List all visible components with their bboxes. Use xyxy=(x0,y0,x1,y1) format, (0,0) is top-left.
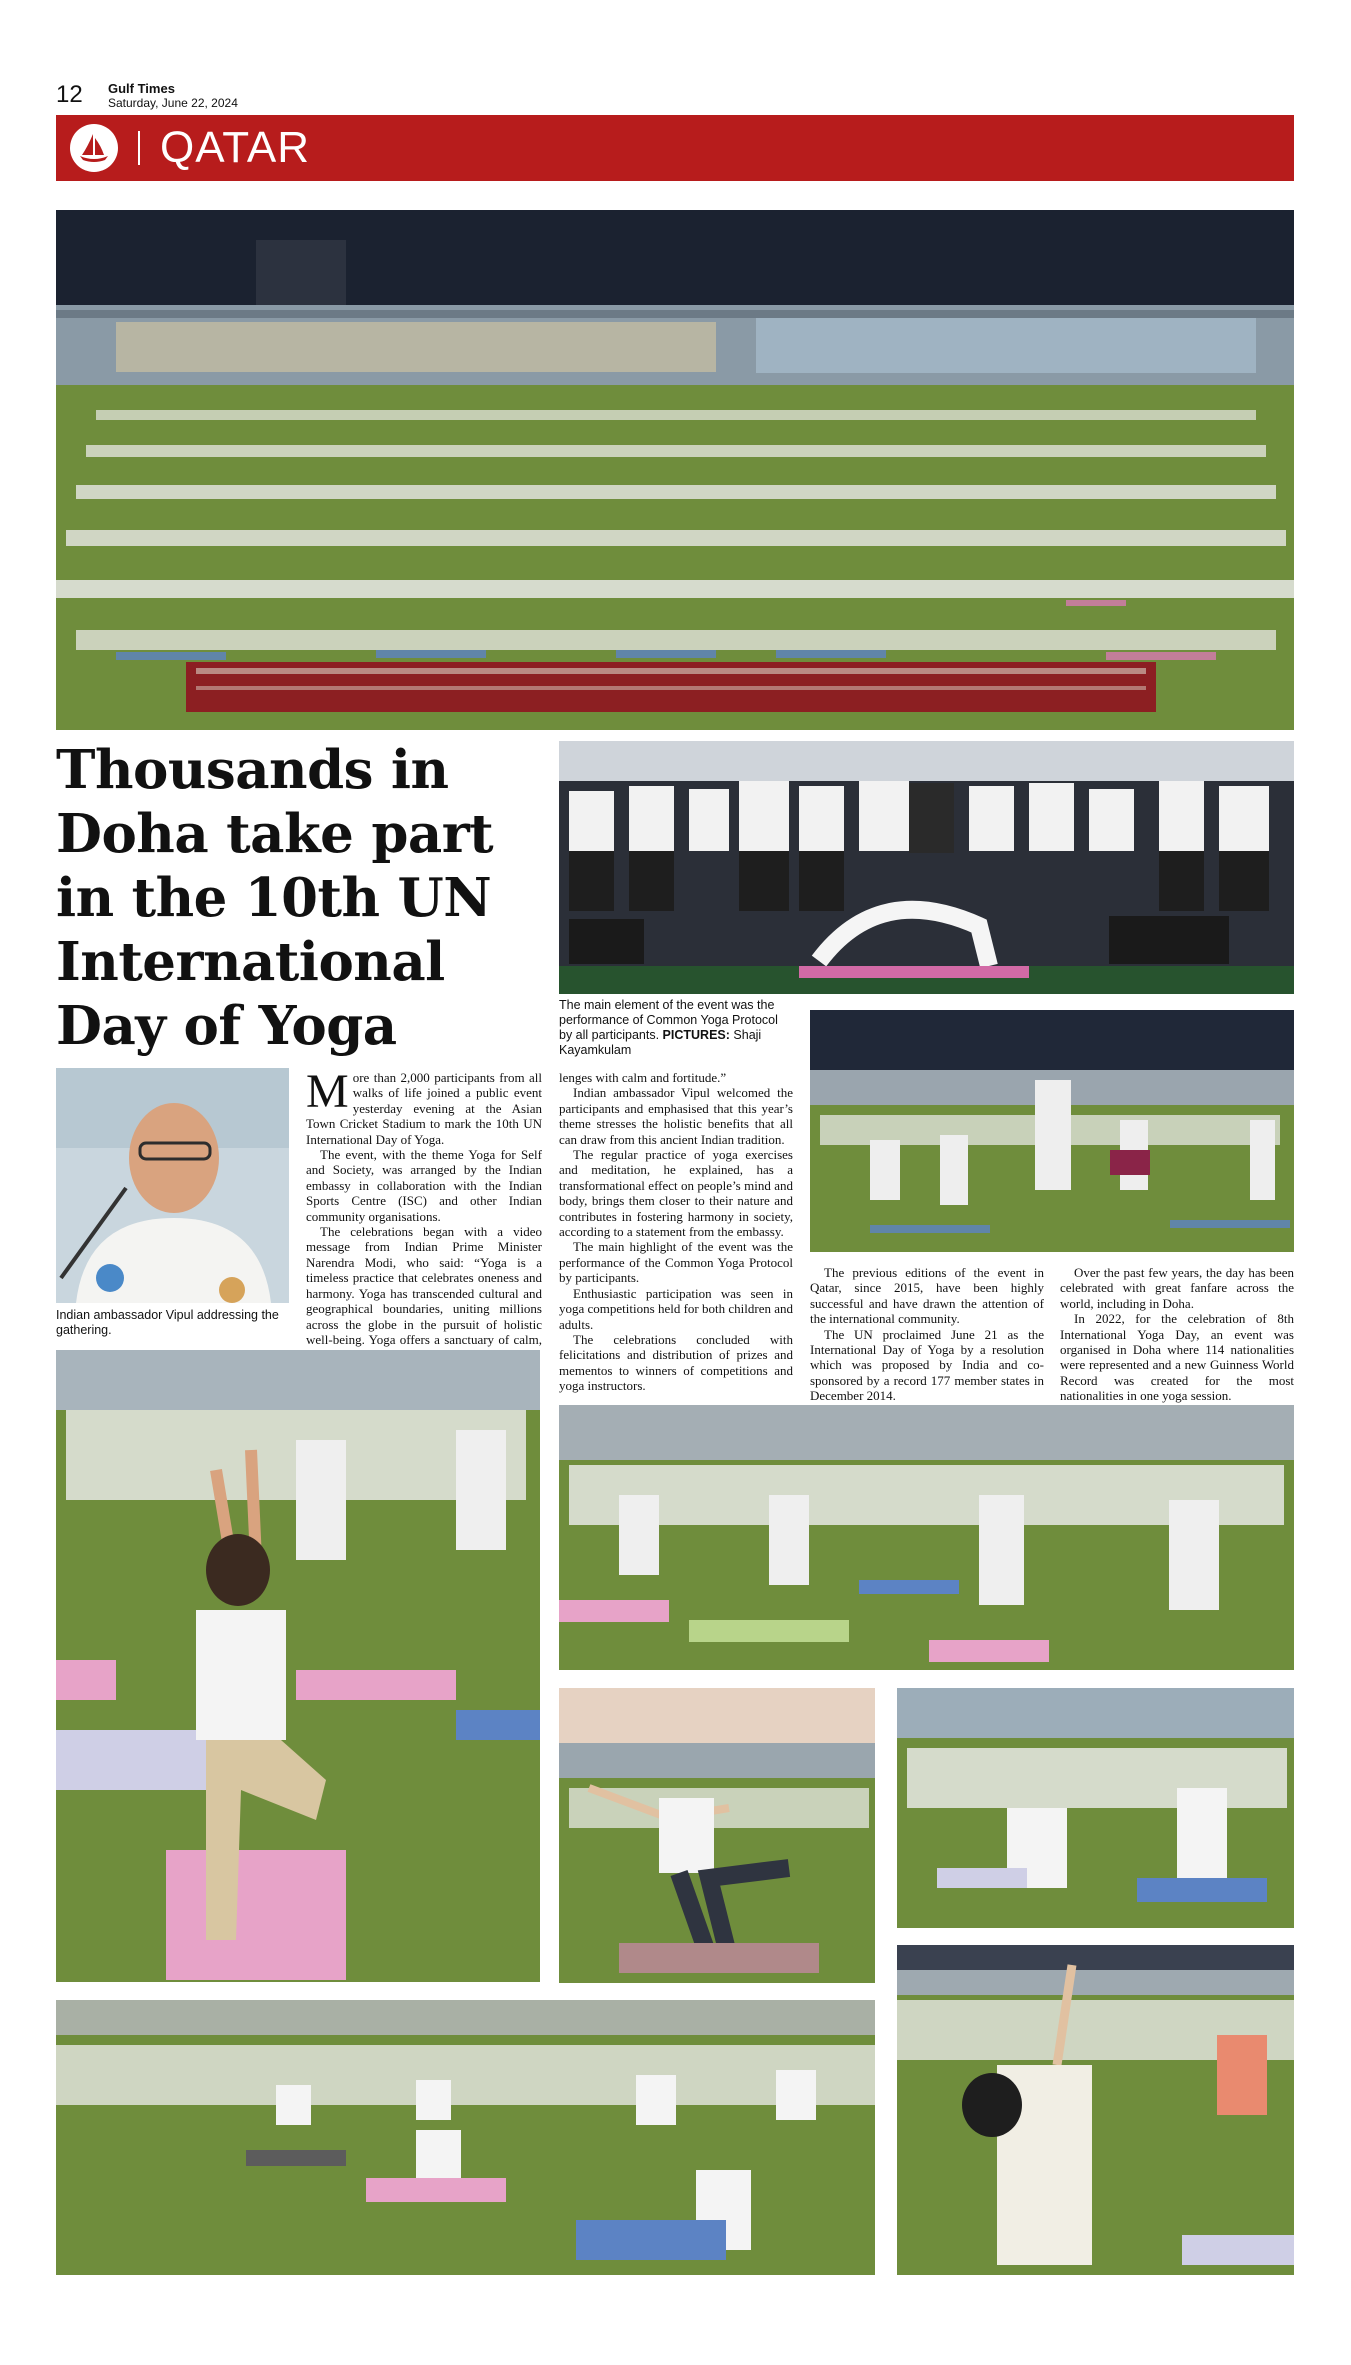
article-paragraph: In 2022, for the celebration of 8th International Yoga Day, an event was organised in Doha where 114 nationalities were represented and a new Guinness World Record was created for the most nationalities in one yoga session. xyxy=(1060,1311,1294,1404)
side-stretch-photo xyxy=(897,1945,1294,2275)
child-tree-pose-photo xyxy=(56,1350,540,1982)
man-balance-pose-photo xyxy=(559,1688,875,1983)
article-column-1 xyxy=(306,1065,542,1363)
article-column-2 xyxy=(559,1070,793,1394)
article-paragraph: The previous editions of the event in Qatar, since 2015, have been highly successful and have drawn the attention of the international community. xyxy=(810,1265,1044,1327)
article-paragraph: The celebrations began with a video message from Indian Prime Minister Narendra Modi, who said: “Yoga is a timeless practice that celebrates oneness and harmony. Yoga has transcended cultural and geographical boundaries, uniting millions across the globe in the pursuit of holistic well-being. Yoga offers a sanctuary of calm, xyxy=(306,1224,542,1347)
crowd-exercise-photo xyxy=(559,1405,1294,1670)
page-number: 12 xyxy=(56,81,83,108)
article-paragraph: The regular practice of yoga exercises and meditation, he explained, has a transformational effect on people’s mind and body, brings them closer to their nature and contributes in fostering harmony in society, according to a statement from the embassy. xyxy=(559,1147,793,1240)
article-paragraph: The main highlight of the event was the performance of the Common Yoga Protocol by participants. xyxy=(559,1239,793,1286)
stretching-crowd-photo xyxy=(897,1688,1294,1928)
section-title: QATAR xyxy=(160,123,311,172)
stage-caption-text: The main element of the event was the performance of Common Yoga Protocol by all participants. xyxy=(559,998,778,1042)
stage-photo-caption xyxy=(559,998,794,1058)
stadium-photo xyxy=(56,210,1294,730)
article-paragraph: More than 2,000 participants from all walks of life joined a public event yesterday evening at the Asian Town Cricket Stadium to mark the 10th UN International Day of Yoga. xyxy=(306,1065,542,1147)
credit-name: Shaji Kayamkulam xyxy=(559,1028,762,1057)
ambassador-photo xyxy=(56,1068,289,1303)
article-column-4 xyxy=(1060,1265,1294,1404)
issue-date: Saturday, June 22, 2024 xyxy=(108,96,238,110)
article-column-3 xyxy=(810,1265,1044,1404)
article-paragraph: The celebrations concluded with felicitations and distribution of prizes and mementos to winners of competitions and yoga instructors. xyxy=(559,1331,793,1394)
seated-meditation-photo xyxy=(56,2000,875,2275)
article-paragraph: The event, with the theme Yoga for Self and Society, was arranged by the Indian embassy in collaboration with the Indian Sports Centre (ISC) and other Indian community organisations. xyxy=(306,1147,542,1224)
article-paragraph: lenges with calm and fortitude.” xyxy=(559,1070,727,1085)
article-paragraph: Over the past few years, the day has been celebrated with great fanfare across the world, including in Doha. xyxy=(1060,1265,1294,1311)
section-divider xyxy=(138,131,140,165)
paper-name: Gulf Times xyxy=(108,81,175,96)
raised-arms-photo xyxy=(810,1010,1294,1252)
article-paragraph: Enthusiastic participation was seen in yoga competitions held for both children and adults. xyxy=(559,1285,793,1332)
article-paragraph: The UN proclaimed June 21 as the International Day of Yoga by a resolution which was proposed by India and co-sponsored by a record 177 member states in December 2014. xyxy=(810,1326,1044,1404)
stage-photo xyxy=(559,741,1294,994)
headline: Thousands in Doha take part in the 10th UN International Day of Yoga xyxy=(56,739,494,1057)
ambassador-caption: Indian ambassador Vipul addressing the gathering. xyxy=(56,1308,279,1337)
dhow-logo-icon xyxy=(70,124,118,172)
credit-label: PICTURES: xyxy=(662,1028,730,1042)
article-paragraph: Indian ambassador Vipul welcomed the participants and emphasised that this year’s theme stresses the holistic benefits that all can draw from this ancient Indian tradition. xyxy=(559,1085,793,1147)
dropcap: M xyxy=(306,1065,349,1118)
